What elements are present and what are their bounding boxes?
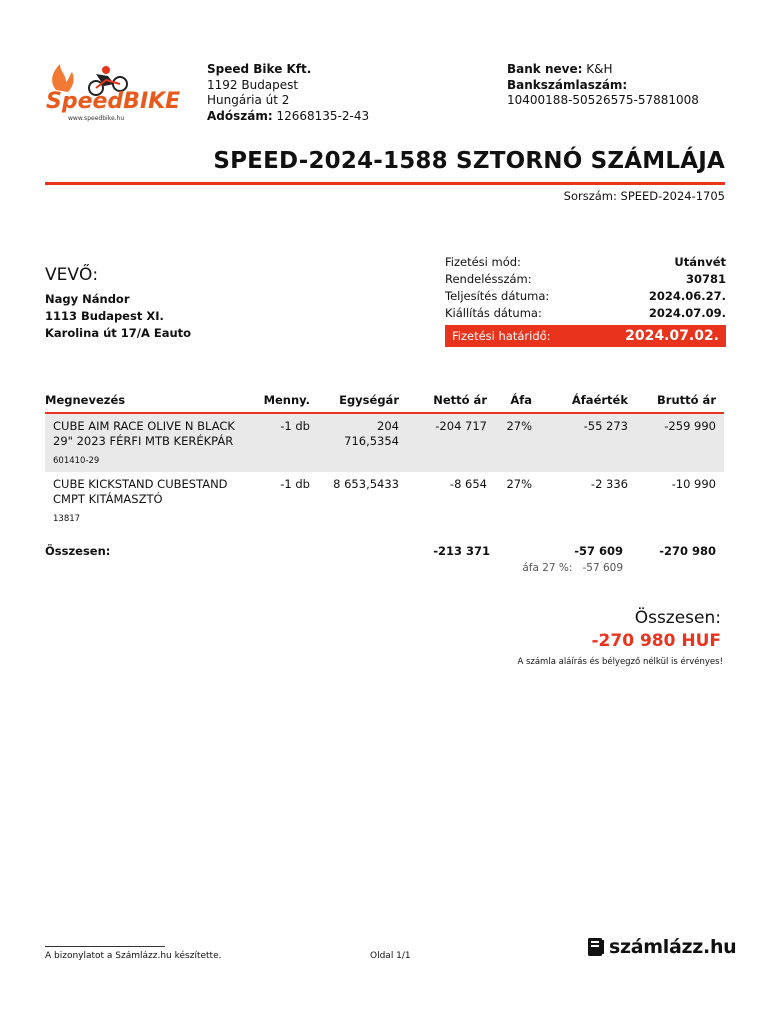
seller-info [207, 62, 369, 124]
table-header-row [45, 391, 724, 413]
buyer-street: Karolina út 17/A Eauto [45, 326, 192, 340]
fulfilment-date-label: Teljesítés dátuma: [445, 289, 550, 303]
item-vat-amount: -2 336 [590, 477, 628, 491]
seller-name: Speed Bike Kft. [207, 62, 312, 76]
item-code: 601410-29 [53, 456, 100, 466]
issue-date-value: 2024.07.09. [648, 306, 726, 320]
item-name: CUBE AIM RACE OLIVE N BLACK 29" 2023 FÉRFI MTB KERÉKPÁR [53, 419, 235, 448]
order-number-value: 30781 [685, 272, 726, 286]
footer-divider [45, 946, 165, 947]
item-unit-price: 204 716,5354 [318, 413, 407, 472]
issue-date-label: Kiállítás dátuma: [445, 306, 542, 320]
bank-name-value: K&H [586, 62, 613, 76]
item-net: -204 717 [407, 413, 495, 472]
buyer-city: 1113 Budapest XI. [45, 309, 164, 323]
vat-breakdown-label: áfa 27 %: [522, 562, 573, 574]
header-vat: Áfa [495, 391, 540, 413]
seller-street: Hungária út 2 [207, 93, 290, 107]
logo-text: SpeedBIKE [46, 89, 181, 114]
table-row [45, 413, 724, 472]
company-logo [44, 60, 181, 124]
item-gross: -259 990 [636, 413, 724, 472]
header-qty: Menny. [250, 391, 318, 413]
seller-city: 1192 Budapest [207, 77, 299, 92]
payment-due-value: 2024.07.02. [625, 328, 719, 344]
item-name-cell [45, 472, 250, 530]
document-title: SPEED-2024-1588 SZTORNÓ SZÁMLÁJA [213, 148, 725, 174]
summary-net: -213 371 [433, 544, 490, 558]
summary-gross: -270 980 [659, 544, 716, 558]
payment-due-bar [445, 325, 726, 347]
item-name: CUBE KICKSTAND CUBESTAND CMPT KITÁMASZTÓ [53, 477, 228, 506]
szamlazz-brand [587, 936, 736, 958]
header-unit-price: Egységár [318, 391, 407, 413]
payment-method-value: Utánvét [674, 255, 726, 269]
buyer-info [45, 265, 191, 342]
payment-method-label: Fizetési mód: [445, 255, 521, 269]
invoice-meta [445, 254, 726, 347]
buyer-heading: VEVŐ: [45, 265, 99, 285]
vat-breakdown-value: -57 609 [582, 562, 623, 574]
bank-name [507, 62, 699, 78]
item-code: 13817 [53, 514, 81, 524]
payment-due-label: Fizetési határidő: [452, 329, 551, 343]
bank-name-label: Bank neve: [507, 62, 583, 76]
payment-method-row [445, 254, 726, 271]
grand-total-label: Összesen: [634, 608, 721, 628]
fulfilment-date-value: 2024.06.27. [648, 289, 726, 303]
bank-account-value: 10400188-50526575-57881008 [507, 93, 699, 107]
title-divider [45, 182, 725, 185]
header-vat-amount: Áfaérték [540, 391, 636, 413]
issue-date-row [445, 305, 726, 322]
table-row [45, 472, 724, 530]
seller-tax-label: Adószám: [207, 108, 273, 123]
grand-total-value: -270 980 HUF [591, 631, 721, 651]
buyer-name: Nagy Nándor [45, 292, 130, 306]
header-net: Nettó ár [407, 391, 495, 413]
header-gross: Bruttó ár [636, 391, 724, 413]
item-vat: 27% [506, 477, 532, 491]
vat-breakdown [522, 562, 623, 574]
footer-page-number: Oldal 1/1 [370, 951, 411, 961]
fulfilment-date-row [445, 288, 726, 305]
item-vat: 27% [495, 413, 540, 472]
book-icon [587, 937, 605, 957]
footer-made-by: A bizonylatot a Számlázz.hu készítette. [45, 951, 222, 961]
cyclist-flame-logo-icon [44, 60, 181, 124]
order-number-row [445, 271, 726, 288]
item-gross: -10 990 [671, 477, 716, 491]
seller-tax-value: 12668135-2-43 [276, 108, 370, 123]
item-name-cell [45, 413, 250, 472]
item-net: -8 654 [449, 477, 487, 491]
document-serial: Sorszám: SPEED-2024-1705 [563, 189, 725, 203]
item-qty: -1 db [250, 413, 318, 472]
logo-tagline: www.speedbike.hu [68, 115, 125, 122]
header-name: Megnevezés [45, 391, 250, 413]
item-vat-amount: -55 273 [540, 413, 636, 472]
bank-account-label: Bankszámlaszám: [507, 77, 628, 92]
brand-text: számlázz.hu [609, 936, 737, 958]
item-qty: -1 db [280, 477, 310, 491]
validity-note: A számla aláírás és bélyegző nélkül is érvényes! [517, 657, 723, 667]
summary-label: Összesen: [45, 544, 111, 558]
bank-info [507, 62, 699, 109]
summary-vat-amount: -57 609 [574, 544, 623, 558]
order-number-label: Rendelésszám: [445, 272, 532, 286]
items-table [45, 391, 724, 530]
item-unit-price: 8 653,5433 [333, 477, 399, 491]
seller-tax-number [207, 109, 369, 125]
